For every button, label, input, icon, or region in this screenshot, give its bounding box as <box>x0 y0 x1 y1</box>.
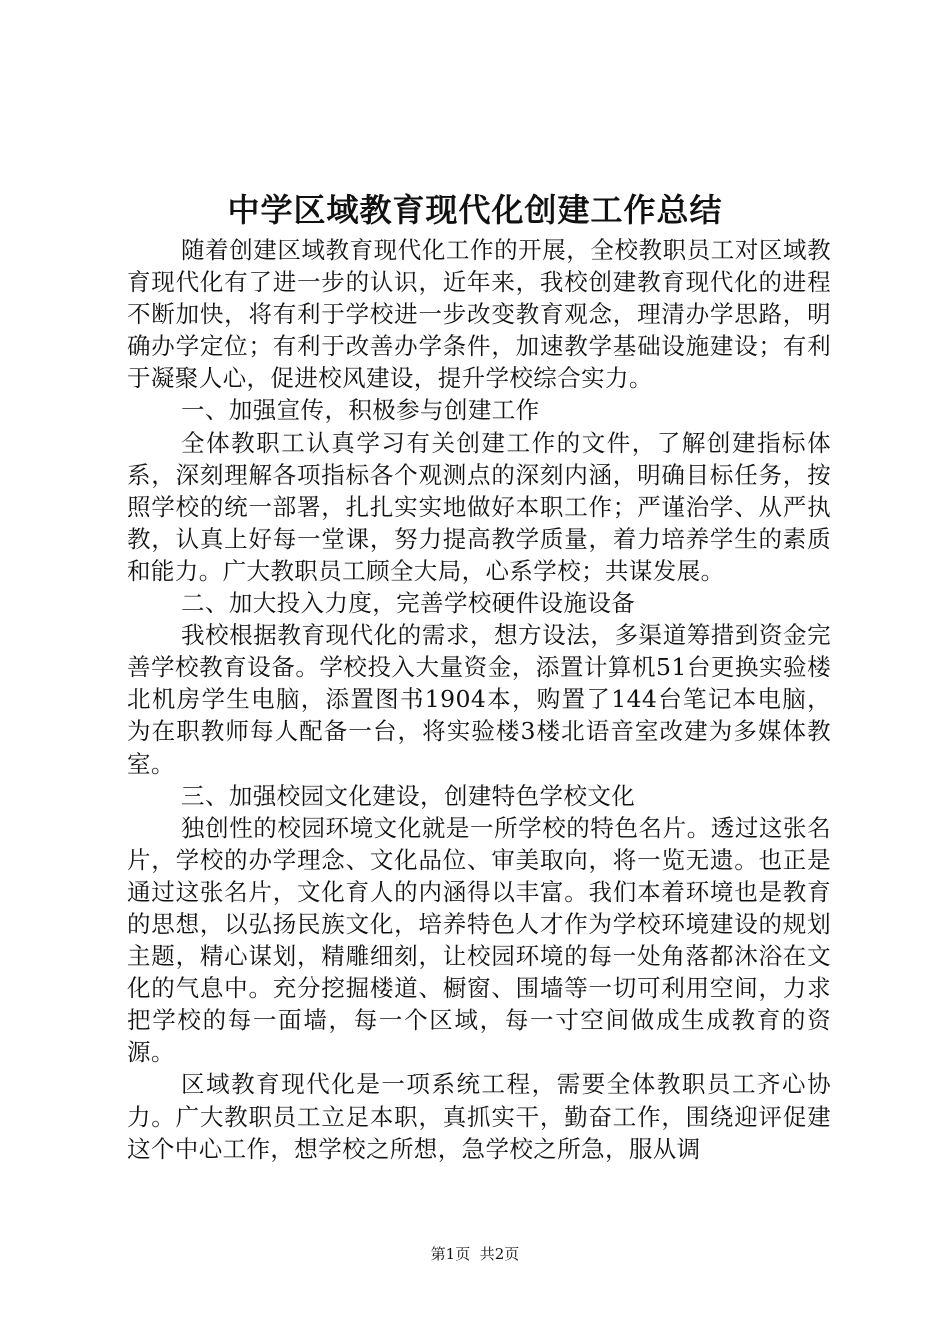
section-heading-3: 三、加强校园文化建设，创建特色学校文化 <box>181 781 636 810</box>
paragraph-intro: 随着创建区域教育现代化工作的开展，全校教职员工对区域教育现代化有了进一步的认识，近年来，我校创建教育现代化的进程不断加快，将有利于学校进一步改变教育观念，理清办学思路，明确办学定位；有利于改善办学条件，加速教学基础设施建设；有利于凝聚人心，促进校风建设，提升学校综合实力。 <box>127 236 831 393</box>
paragraph-section-1: 全体教职工认真学习有关创建工作的文件，了解创建指标体系，深刻理解各项指标各个观测点的深刻内涵，明确目标任务，按照学校的统一部署，扎扎实实地做好本职工作；严谨治学、从严执教，认真上好每一堂课，努力提高教学质量，着力培养学生的素质和能力。广大教职员工顾全大局，心系学校；共谋发展。 <box>127 428 831 585</box>
page-number-current: 第1页 <box>430 1245 471 1263</box>
document-body <box>127 234 831 1165</box>
paragraph-section-2: 我校根据教育现代化的需求，想方设法，多渠道筹措到资金完善学校教育设备。学校投入大量资金，添置计算机51台更换实验楼北机房学生电脑，添置图书1904本，购置了144台笔记本电脑，为在职教师每人配备一台，将实验楼3楼北语音室改建为多媒体教室。 <box>127 621 831 778</box>
paragraph-conclusion: 区域教育现代化是一项系统工程，需要全体教职员工齐心协力。广大教职员工立足本职，真抓实干，勤奋工作，围绕迎评促建这个中心工作，想学校之所想，急学校之所急，服从调 <box>127 1070 831 1163</box>
page-number-total: 共2页 <box>479 1245 520 1263</box>
document-title: 中学区域教育现代化创建工作总结 <box>227 191 723 229</box>
page-number-separator <box>470 1245 480 1263</box>
paragraph-section-3: 独创性的校园环境文化就是一所学校的特色名片。透过这张名片，学校的办学理念、文化品位、审美取向，将一览无遗。也正是通过这张名片，文化育人的内涵得以丰富。我们本着环境也是教育的思想，以弘扬民族文化，培养特色人才作为学校环境建设的规划主题，精心谋划，精雕细刻，让校园环境的每一处角落都沐浴在文化的气息中。充分挖掘楼道、橱窗、围墙等一切可利用空间，力求把学校的每一面墙，每一个区域，每一寸空间做成生成教育的资源。 <box>127 813 831 1067</box>
section-heading-1: 一、加强宣传，积极参与创建工作 <box>181 396 540 425</box>
section-heading-2: 二、加大投入力度，完善学校硬件设施设备 <box>181 589 636 618</box>
page-footer <box>0 1244 950 1264</box>
